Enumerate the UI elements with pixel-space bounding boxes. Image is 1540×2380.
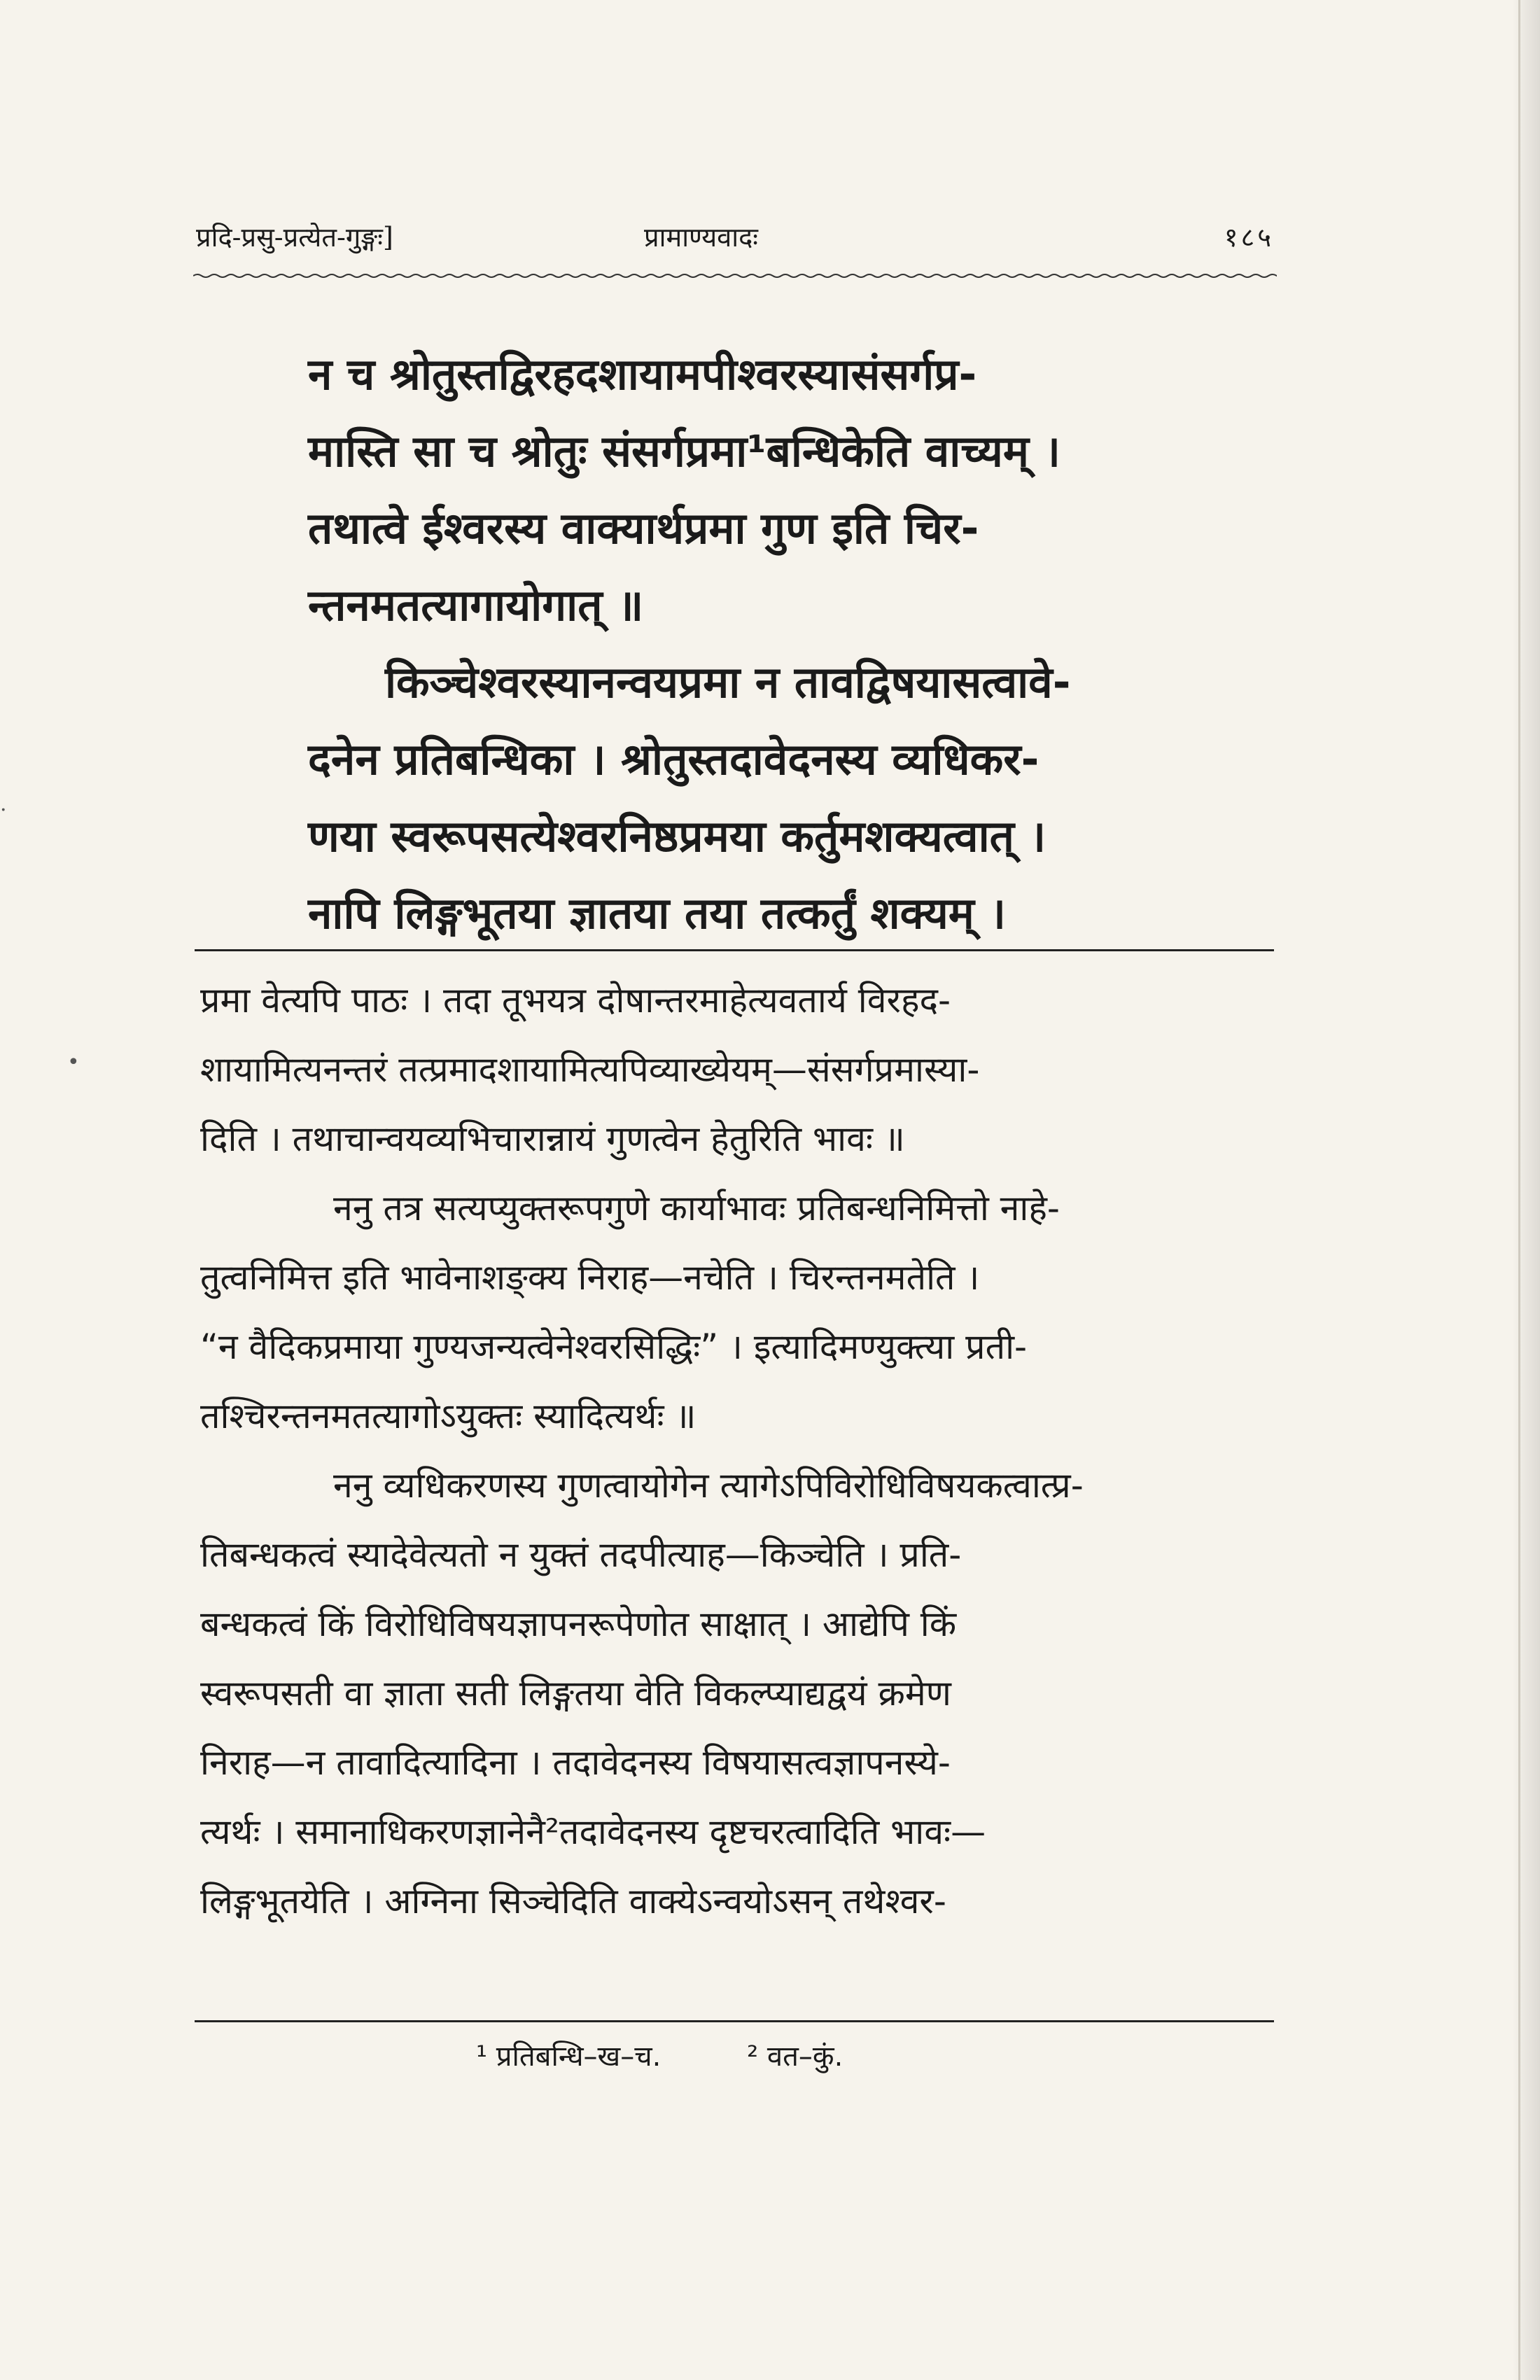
verse-line: तथात्वे ईश्वरस्य वाक्यार्थप्रमा गुण इति चिर- — [308, 503, 979, 554]
verse-block — [308, 336, 1176, 952]
margin-speck: · — [0, 798, 7, 822]
commentary-line: निराह—न तावादित्यादिना । तदावेदनस्य विषयासत्वज्ञापनस्ये- — [200, 1742, 951, 1783]
commentary-line: तिबन्धकत्वं स्यादेवेत्यतो न युक्तं तदपीत्याह—किञ्चेति । प्रति- — [200, 1534, 962, 1575]
verse-commentary-divider — [195, 949, 1274, 951]
header-section-ref: प्रदि-प्रसु-प्रत्येत-गुङ्गः] — [196, 222, 393, 253]
footnotes — [476, 2036, 1106, 2078]
commentary-line: शायामित्यनन्तरं तत्प्रमादशायामित्यपिव्याख्येयम्—संसर्गप्रमास्या- — [200, 1049, 980, 1090]
commentary-line: ननु व्यधिकरणस्य गुणत्वायोगेन त्यागेऽपिविरोधिविषयकत्वात्प्र- — [333, 1465, 1084, 1506]
commentary-block — [200, 966, 1278, 1936]
commentary-line: त्यर्थः । समानाधिकरणज्ञानेनै²तदावेदनस्य दृष्टचरत्वादिति भावः— — [200, 1812, 986, 1852]
margin-speck: • — [67, 1050, 80, 1074]
commentary-line: बन्धकत्वं किं विरोधिविषयज्ञापनरूपेणोत साक्षात् । आद्येपि किं — [200, 1604, 957, 1644]
footnote: ¹ प्रतिबन्धि–ख–च. — [476, 2040, 662, 2073]
verse-line: न्तनमतत्यागायोगात् ॥ — [308, 580, 644, 631]
running-header — [196, 218, 1274, 260]
page-edge-line — [1518, 0, 1520, 2380]
commentary-line: ननु तत्र सत्यप्युक्तरूपगुणे कार्याभावः प्रतिबन्धनिमित्तो नाहे- — [333, 1188, 1060, 1228]
commentary-line: तश्चिरन्तनमतत्यागोऽयुक्तः स्यादित्यर्थः ॥ — [200, 1396, 696, 1436]
page-number: १८५ — [1224, 222, 1274, 253]
footnote: ² वत–कुं. — [747, 2040, 844, 2073]
footnote-divider — [195, 2020, 1274, 2022]
verse-line: दनेन प्रतिबन्धिका । श्रोतुस्तदावेदनस्य व्यधिकर- — [308, 734, 1040, 785]
commentary-line: प्रमा वेत्यपि पाठः । तदा तूभयत्र दोषान्तरमाहेत्यवतार्य विरहद- — [200, 980, 951, 1021]
header-title: प्रामाण्यवादः — [644, 222, 758, 253]
commentary-line: लिङ्गभूतयेति । अग्निना सिञ्चेदिति वाक्येऽन्वयोऽसन् तथेश्वर- — [200, 1881, 946, 1921]
commentary-line: दिति । तथाचान्वयव्यभिचारान्नायं गुणत्वेन हेतुरिति भावः ॥ — [200, 1119, 905, 1159]
verse-line: न च श्रोतुस्तद्विरहदशायामपीश्वरस्यासंसर्गप्र- — [308, 349, 977, 400]
commentary-line: “न वैदिकप्रमाया गुण्यजन्यत्वेनेश्वरसिद्धिः” । इत्यादिमण्युक्त्या प्रती- — [200, 1326, 1028, 1367]
commentary-line: तुत्वनिमित्त इति भावेनाशङ्क्य निराह—नचेति । चिरन्तनमतेति । — [200, 1257, 980, 1298]
verse-line: किञ्चेश्वरस्यानन्वयप्रमा न तावद्विषयासत्वावे- — [385, 657, 1071, 708]
verse-line: णया स्वरूपसत्येश्वरनिष्ठप्रमया कर्तुमशक्यत्वात् । — [308, 811, 1046, 862]
verse-line: मास्ति सा च श्रोतुः संसर्गप्रमा¹बन्धिकेति वाच्यम् । — [308, 426, 1061, 477]
verse-line: नापि लिङ्गभूतया ज्ञातया तया तत्कर्तुं शक्यम् । — [308, 888, 1006, 939]
commentary-line: स्वरूपसती वा ज्ञाता सती लिङ्गतया वेति विकल्प्याद्यद्वयं क्रमेण — [200, 1673, 951, 1714]
page-edge-shadow — [1512, 0, 1540, 2380]
header-wavy-rule — [193, 272, 1277, 280]
